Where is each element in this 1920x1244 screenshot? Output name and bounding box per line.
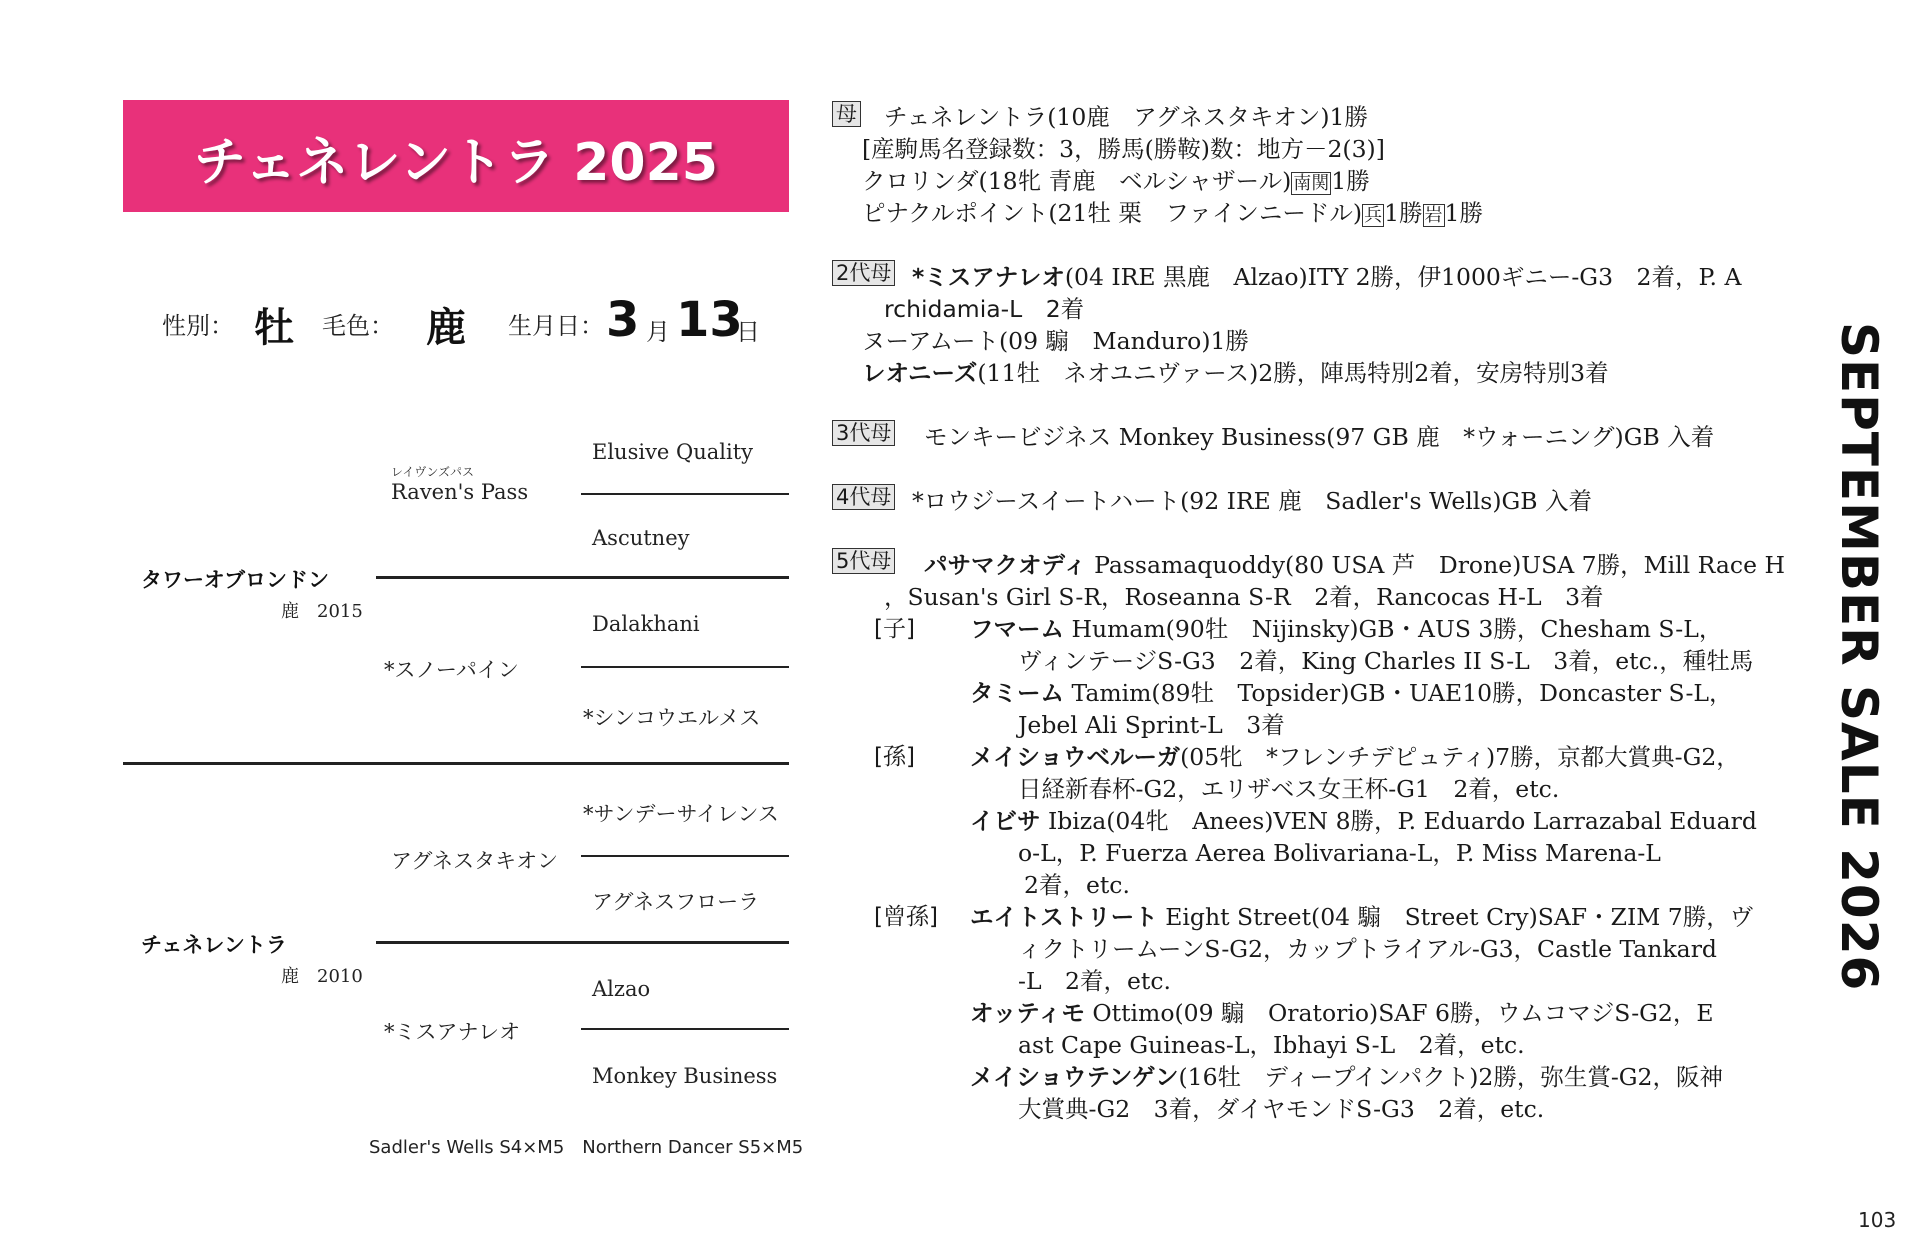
- grandchild-line-cont: 2着，etc.: [1024, 871, 1130, 899]
- month-unit: 月: [646, 318, 670, 346]
- g3-tag: 3代母: [832, 420, 895, 446]
- g2-progeny-line: レオニーズ(11牡 ネオユニヴァース)2勝，陣馬特別2着，安房特別3着: [862, 359, 1609, 387]
- dam-progeny-line: クロリンダ(18牝 青鹿 ベルシャザール) 南関1勝: [862, 167, 1370, 195]
- sale-name-vertical: SEPTEMBER SALE 2026: [1830, 322, 1888, 992]
- grandchild-line-cont: o-L，P. Fuerza Aerea Bolivariana-L，P. Miss Marena-L: [1018, 839, 1661, 867]
- gen3-ancestor: *シンコウエルメス: [583, 706, 761, 730]
- birth-label: 生月日：: [508, 312, 604, 340]
- g2-line: *ミスアナレオ(04 IRE 黒鹿 Alzao)ITY 2勝，伊1000ギニー-G3 2着，P. A: [912, 263, 1742, 291]
- great-grandchild-line: メイショウテンゲン(16牡 ディープインパクト)2勝，弥生賞-G2，阪神: [970, 1063, 1723, 1091]
- grandchild-line: メイショウベルーガ(05牝 *フレンチデピュティ)7勝，京都大賞典-G2，: [970, 743, 1740, 771]
- sex-value: 牡: [254, 305, 294, 351]
- grandchild-line: イビサ Ibiza(04牝 Anees)VEN 8勝，P. Eduardo Larrazabal Eduard: [970, 807, 1757, 835]
- gen3-ancestor: アグネスフローラ: [592, 890, 760, 914]
- day-unit: 日: [736, 318, 760, 346]
- g2-tag: 2代母: [832, 260, 895, 286]
- great-grandchild-line: オッティモ Ottimo(09 騸 Oratorio)SAF 6勝，ウムコマジS-G2，E: [970, 999, 1714, 1027]
- sex-label: 性別：: [162, 312, 234, 340]
- g2-progeny-line: ヌーアムート(09 騸 Manduro)1勝: [862, 327, 1249, 355]
- sire-sire-name: Raven's Pass: [391, 480, 529, 504]
- sire-sire-line: [581, 493, 789, 495]
- g5-tag: 5代母: [832, 548, 895, 574]
- g4-tag: 4代母: [832, 484, 895, 510]
- gen3-ancestor: Monkey Business: [592, 1064, 778, 1088]
- gen3-ancestor: Elusive Quality: [592, 440, 754, 464]
- sire-info: 鹿 2015: [281, 601, 363, 622]
- grandchild-tag: [孫]: [874, 744, 915, 770]
- gen3-ancestor: Dalakhani: [592, 612, 700, 636]
- color-value: 鹿: [426, 305, 466, 351]
- great-grandchild-line-cont: 大賞典-G2 3着，ダイヤモンドS-G3 2着，etc.: [1018, 1095, 1545, 1123]
- page-number: 103: [1858, 1208, 1897, 1232]
- g5-line-cont: ，Susan's Girl S-R，Roseanna S-R 2着，Rancocas H-L 3着: [884, 583, 1604, 611]
- sire-dam-name: *スノーパイン: [384, 658, 519, 682]
- title-banner: [123, 100, 789, 212]
- dam-progeny-summary: [産駒馬名登録数：3，勝馬(勝鞍)数：地方－2(3)]: [862, 135, 1385, 163]
- grandchild-line-cont: 日経新春杯-G2，エリザベス女王杯-G1 2着，etc.: [1018, 775, 1560, 803]
- sire-line: [376, 576, 789, 579]
- child-line: フマーム Humam(90牡 Nijinsky)GB・AUS 3勝，Chesham S-L，: [970, 615, 1723, 643]
- great-grandchild-tag: [曾孫]: [874, 904, 938, 930]
- dam-dam-line: [581, 1028, 789, 1030]
- dam-info: 鹿 2010: [281, 966, 363, 987]
- color-label: 毛色：: [322, 312, 394, 340]
- child-line-cont: ヴィンテージS-G3 2着，King Charles II S-L 3着，etc.，種牡馬: [1018, 647, 1754, 675]
- sire-name: タワーオブロンドン: [141, 568, 329, 592]
- inbreeding-note: Sadler's Wells S4×M5 Northern Dancer S5×M5: [369, 1137, 804, 1158]
- great-grandchild-line-cont: ast Cape Guineas-L，Ibhayi S-L 2着，etc.: [1018, 1031, 1525, 1059]
- gen3-ancestor: *サンデーサイレンス: [583, 802, 779, 826]
- dam-line: [376, 941, 789, 944]
- birth-month: 3: [606, 292, 640, 348]
- dam-tag: 母: [832, 101, 861, 127]
- g4-line: *ロウジースイートハート(92 IRE 鹿 Sadler's Wells)GB 入着: [912, 487, 1592, 515]
- g5-line: パサマクオディ Passamaquoddy(80 USA 芦 Drone)USA 7勝，Mill Race H: [924, 551, 1785, 579]
- great-grandchild-line: エイトストリート Eight Street(04 騸 Street Cry)SAF・ZIM 7勝，ヴ: [970, 903, 1754, 931]
- gen3-ancestor: Ascutney: [592, 526, 690, 550]
- dam-line: チェネレントラ(10鹿 アグネスタキオン)1勝: [884, 103, 1368, 131]
- sire-sire-ruby: レイヴンズパス: [391, 465, 475, 479]
- child-tag: [子]: [874, 616, 915, 642]
- great-grandchild-line-cont: -L 2着，etc.: [1018, 967, 1171, 995]
- g3-line: モンキービジネス Monkey Business(97 GB 鹿 *ウォーニング)GB 入着: [924, 423, 1715, 451]
- dam-name: チェネレントラ: [141, 933, 287, 957]
- dam-sire-line: [581, 855, 789, 857]
- child-line: タミーム Tamim(89牡 Topsider)GB・UAE10勝，Doncaster S-L，: [970, 679, 1733, 707]
- pedigree-center-line: [123, 762, 789, 765]
- sire-dam-line: [581, 666, 789, 668]
- g2-line-cont: rchidamia-L 2着: [884, 295, 1085, 323]
- birth-day: 13: [676, 292, 743, 348]
- child-line-cont: Jebel Ali Sprint-L 3着: [1018, 711, 1285, 739]
- page-title: チェネレントラ 2025: [194, 133, 718, 193]
- great-grandchild-line-cont: ィクトリームーンS-G2，カップトライアル-G3，Castle Tankard: [1018, 935, 1717, 963]
- gen3-ancestor: Alzao: [592, 977, 651, 1001]
- dam-sire-name: アグネスタキオン: [391, 849, 559, 873]
- dam-progeny-line: ピナクルポイント(21牡 栗 ファインニードル) 兵1勝 岩1勝: [862, 199, 1483, 227]
- dam-dam-name: *ミスアナレオ: [384, 1020, 521, 1044]
